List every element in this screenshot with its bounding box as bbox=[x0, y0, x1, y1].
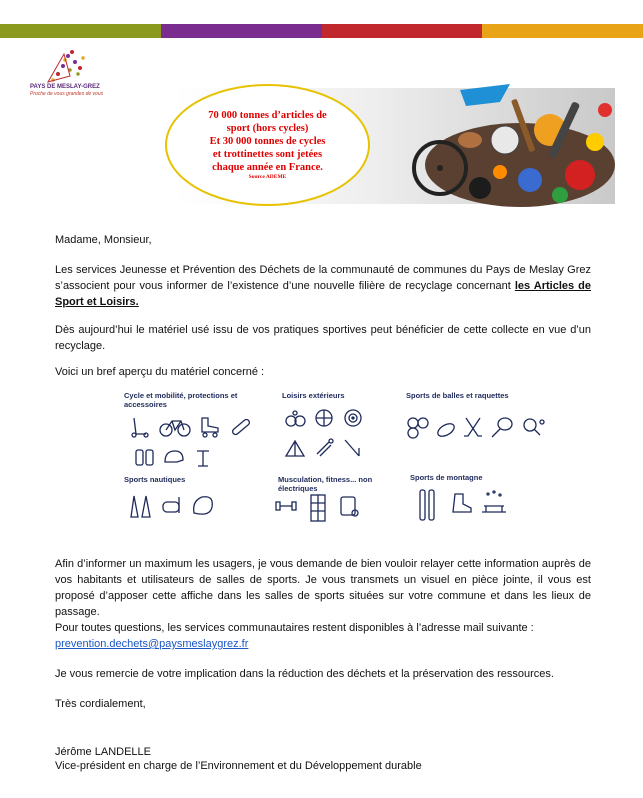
paragraph-contact: Pour toutes questions, les services communautaires restent disponibles à l’adresse mail suivante : bbox=[55, 622, 534, 634]
rugby-ball-icon bbox=[435, 416, 457, 440]
bodyboard-icon bbox=[190, 493, 216, 519]
paragraph-intro bbox=[55, 262, 591, 310]
dumbbell-icon bbox=[274, 493, 298, 519]
ping-pong-icon bbox=[520, 416, 548, 440]
callout-line-4: et trottinettes sont jetées bbox=[212, 149, 323, 160]
category-cycle-icons-row1 bbox=[128, 416, 253, 438]
diving-mask-icon bbox=[161, 493, 183, 519]
category-cycle-icons-row2 bbox=[134, 448, 214, 468]
category-outdoor-icons-row1 bbox=[284, 408, 364, 428]
callout-line-3: Et 30 000 tonnes de cycles bbox=[209, 136, 326, 147]
category-fitness-label: Musculation, fitness... non électriques bbox=[278, 475, 373, 493]
flippers-icon bbox=[128, 493, 154, 519]
bar-red bbox=[322, 24, 483, 38]
bar-orange bbox=[482, 24, 643, 38]
logo-name: PAYS DE MESLAY-GREZ bbox=[30, 84, 100, 90]
category-outdoor-icons-row2 bbox=[284, 438, 364, 458]
logo-tagline: Proche de vous grandes de vous bbox=[30, 91, 104, 97]
bar-olive bbox=[0, 24, 161, 38]
paragraph-relay: Afin d’informer un maximum les usagers, je vous demande de bien vouloir relayer cette information auprès de vos habitants et utilisateurs de salles de sports. Je vous transmets un visuel en pièce jointe, il vous est proposé d’apposer cette affiche dans les salles de sports situées sur votre commune et dans les lieux de passage. bbox=[55, 558, 591, 618]
greeting: Madame, Monsieur, bbox=[55, 234, 152, 246]
category-mountain-label: Sports de montagne bbox=[410, 473, 483, 482]
callout-line-2: sport (hors cycles) bbox=[226, 123, 309, 134]
fishing-rod-icon bbox=[342, 438, 364, 458]
sport-articles-highlight: les Articles de Sport et Loisirs. bbox=[55, 280, 591, 308]
ski-boot-icon bbox=[449, 488, 473, 518]
net-icon bbox=[313, 408, 335, 428]
signer-name: Jérôme LANDELLE bbox=[55, 746, 151, 758]
sled-icon bbox=[480, 488, 508, 518]
bicycle-icon bbox=[159, 416, 191, 438]
callout-line-5: chaque année en France. bbox=[212, 162, 323, 173]
contact-email[interactable]: prevention.dechets@paysmeslaygrez.fr bbox=[55, 638, 249, 650]
closing: Très cordialement, bbox=[55, 698, 146, 710]
paragraph-collection: Dès aujourd’hui le matériel usé issu de vos pratiques sportives peut bénéficier de cette collecte en vue d’un recyclage. bbox=[55, 324, 591, 352]
top-color-bar bbox=[0, 24, 643, 38]
bar-purple bbox=[161, 24, 322, 38]
callout-source: Source ADEME bbox=[248, 174, 287, 180]
skateboard-icon bbox=[229, 416, 253, 438]
paragraph-thanks: Je vous remercie de votre implication dans la réduction des déchets et la préservation des ressources. bbox=[55, 668, 554, 680]
statistic-callout bbox=[165, 84, 370, 206]
signer-title: Vice-président en charge de l’Environnement et du Développement durable bbox=[55, 760, 422, 772]
category-balls-icons bbox=[406, 416, 548, 440]
sports-items-pile-image bbox=[400, 80, 620, 210]
knee-pad-icon bbox=[134, 448, 156, 468]
skis-icon bbox=[416, 488, 442, 522]
yoga-mat-icon bbox=[338, 493, 360, 519]
petanque-icon bbox=[284, 408, 306, 428]
category-cycle-label: Cycle et mobilité, protections et accessoires bbox=[124, 391, 238, 409]
roller-skate-icon bbox=[198, 416, 222, 438]
callout-line-1: 70 000 tonnes d’articles de bbox=[208, 110, 327, 121]
category-mountain-icons bbox=[416, 488, 508, 522]
category-balls-label: Sports de balles et raquettes bbox=[406, 391, 509, 400]
weight-bench-icon bbox=[305, 493, 331, 523]
shuttlecock-icon bbox=[313, 438, 335, 458]
scooter-icon bbox=[128, 416, 152, 438]
hockey-sticks-icon bbox=[462, 416, 484, 440]
helmet-icon bbox=[163, 448, 185, 468]
category-fitness-icons bbox=[274, 493, 360, 523]
category-outdoor-label: Loisirs extérieurs bbox=[282, 391, 345, 400]
category-water-icons bbox=[128, 493, 216, 519]
contact-email-link[interactable] bbox=[55, 636, 248, 652]
balls-icon bbox=[406, 416, 430, 440]
category-water-label: Sports nautiques bbox=[124, 475, 186, 484]
tennis-racket-icon bbox=[489, 416, 515, 440]
pump-icon bbox=[192, 448, 214, 468]
target-icon bbox=[342, 408, 364, 428]
tent-icon bbox=[284, 438, 306, 458]
paragraph-intro-text: Les services Jeunesse et Prévention des Déchets de la communauté de communes du Pays de Meslay Grez s’associent pour vous informer de l’existence d’une nouvelle filière de recyclage concernant bbox=[55, 264, 591, 292]
paragraph-overview: Voici un bref aperçu du matériel concerné : bbox=[55, 366, 265, 378]
